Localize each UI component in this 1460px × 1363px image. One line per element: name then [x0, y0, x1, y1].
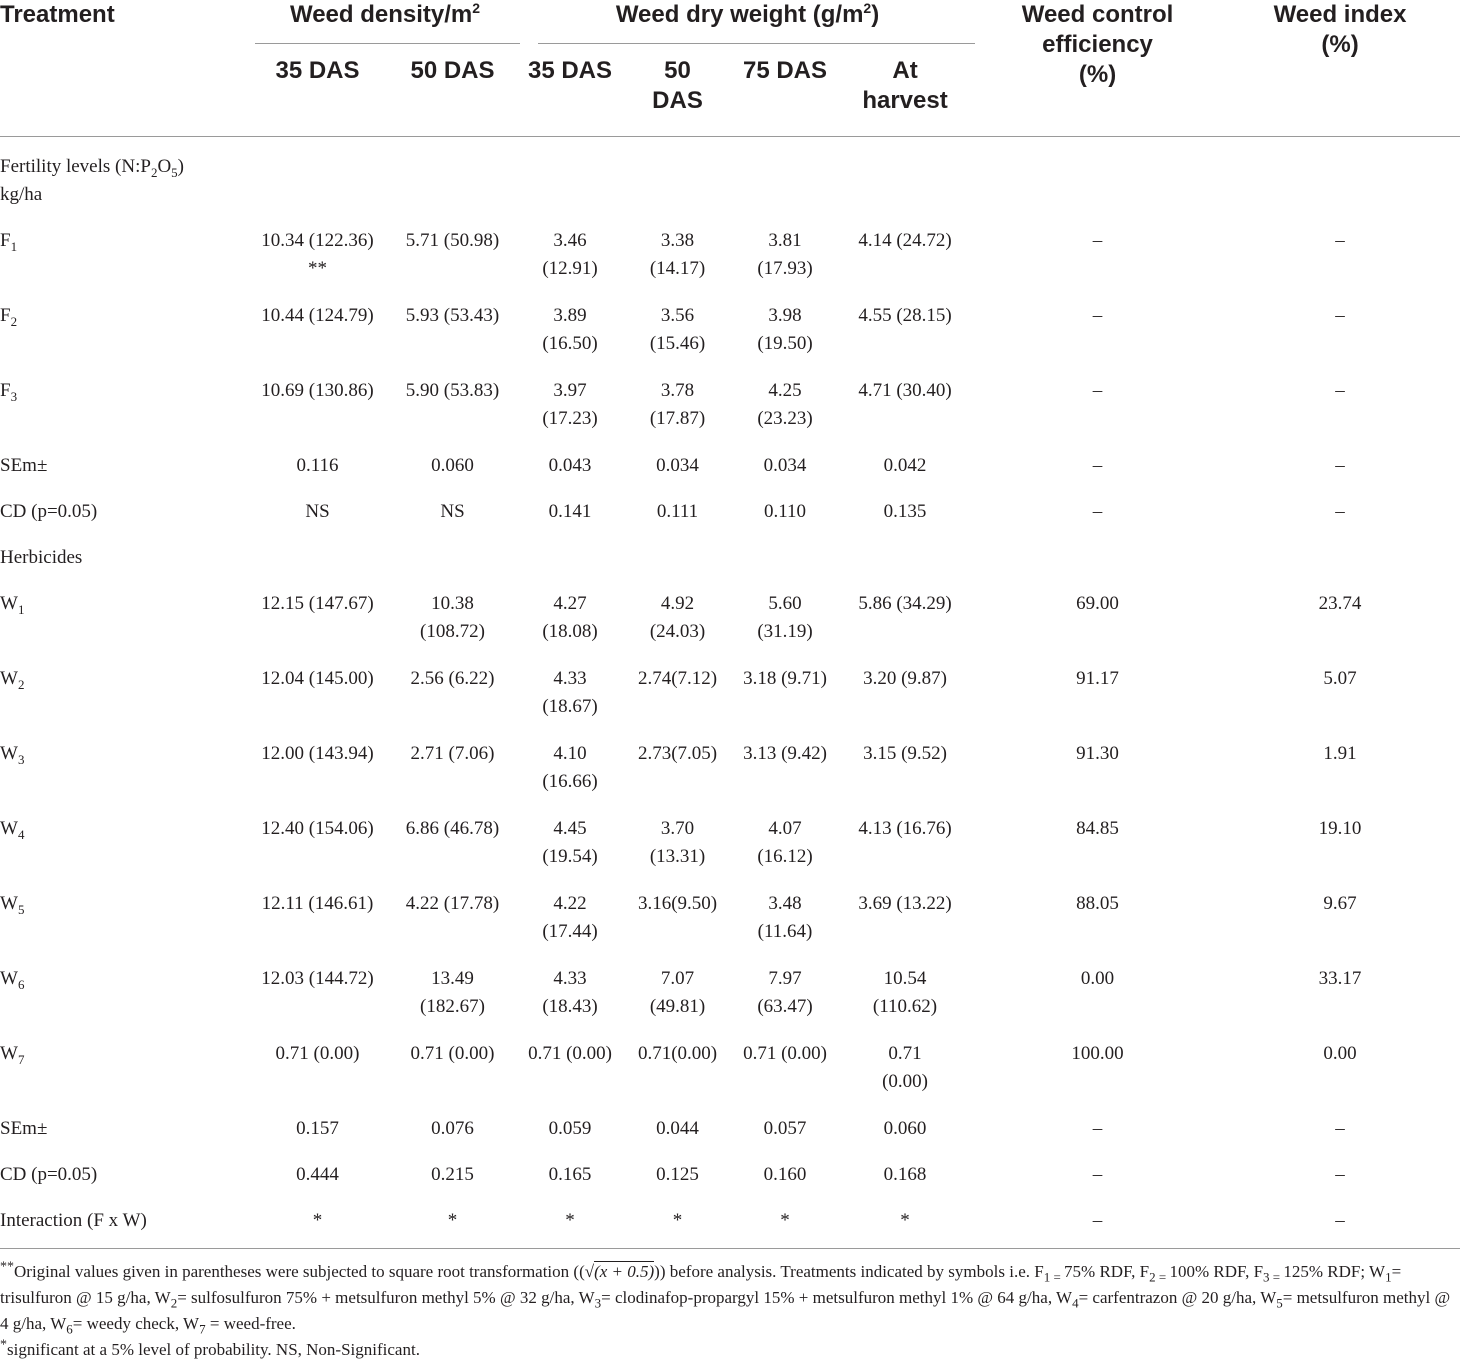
- cell-weed-index: –: [1335, 1164, 1345, 1185]
- row-label: CD (p=0.05): [0, 1164, 98, 1185]
- header-weed-control-efficiency: Weed control efficiency (%): [1021, 1, 1174, 88]
- table-row: [0, 881, 1460, 956]
- cell-dryweight-35: 4.33 (18.67): [542, 668, 598, 717]
- cell-dryweight-75: *: [780, 1210, 790, 1231]
- footnote-transformation: **Original values given in parentheses were subjected to square root transformation ((√(x + 0.5))) before analysis. Treatments indicated by symbols i.e. $F_1$ $_=$ 75% RDF, $F_2$ $_=$ 100% RDF, $F_3$ $_=$ 125% RDF; $W_1=$ trisulfuron @ 15 g/ha, $W_2=$ sulfosulfuron 75% + metsulfuron methyl 5% @ 32 g/ha, $W_3=$ clodinafop-propargyl 15% + metsulfuron methyl 1% @ 64 g/ha, $W_4=$ carfentrazon @ 20 g/ha, $W_5=$ metsulfuron methyl @ 4 g/ha, $W_6=$ weedy check, $W_7$ = weed-free.: [0, 1259, 1451, 1337]
- cell-density-50: NS: [440, 501, 465, 522]
- header-weed-dry-weight: Weed dry weight $(g/m^2)$: [520, 0, 975, 44]
- row-label: $W_5$: [0, 893, 25, 917]
- row-label: SEm±: [0, 455, 48, 476]
- subheader-dryweight-75: 75 DAS: [742, 57, 828, 84]
- table-row: [0, 1152, 1460, 1198]
- header-weed-density: Weed density/$m^2$: [250, 0, 520, 44]
- cell-dryweight-harvest: 0.135: [883, 501, 927, 522]
- cell-dryweight-75: 0.034: [763, 455, 807, 476]
- row-label: $W_2$: [0, 668, 25, 692]
- subheader-density-50: 50 DAS: [410, 57, 495, 84]
- cell-dryweight-harvest: 4.13 (16.76): [858, 818, 952, 839]
- cell-density-35: 12.11 (146.61): [261, 893, 374, 914]
- footnote-significance: *significant at a 5% level of probability. NS, Non-Significant.: [0, 1337, 420, 1359]
- cell-dryweight-75: 3.18 (9.71): [743, 668, 827, 689]
- cell-dryweight-35: 0.141: [548, 501, 592, 522]
- cell-dryweight-harvest: 3.20 (9.87): [863, 668, 947, 689]
- cell-dryweight-50: 0.71(0.00): [637, 1043, 718, 1064]
- cell-weed-index: –: [1335, 455, 1345, 476]
- cell-dryweight-50: *: [672, 1210, 683, 1231]
- cell-dryweight-50: 2.74(7.12): [637, 668, 718, 689]
- cell-density-35: *: [312, 1210, 323, 1231]
- cell-weed-index: 33.17: [1318, 968, 1362, 989]
- cell-dryweight-35: 3.97 (17.23): [542, 380, 598, 429]
- subheader-dryweight-50: 50 DAS: [652, 57, 703, 114]
- table-row: [0, 1106, 1460, 1152]
- cell-density-50: 6.86 (46.78): [405, 818, 500, 839]
- row-label: Interaction (F x W): [0, 1210, 147, 1231]
- table-row: [0, 656, 1460, 731]
- cell-wce: 69.00: [1076, 593, 1119, 614]
- cell-wce: –: [1092, 380, 1103, 401]
- cell-dryweight-75: 5.60 (31.19): [757, 593, 813, 642]
- cell-dryweight-harvest: 3.15 (9.52): [863, 743, 947, 764]
- row-label: $F_2$: [0, 305, 18, 329]
- header-weed-index: Weed index (%): [1273, 1, 1407, 58]
- cell-dryweight-75: 0.160: [763, 1164, 807, 1185]
- table-row: [0, 218, 1460, 293]
- cell-dryweight-harvest: *: [900, 1210, 910, 1231]
- cell-dryweight-35: *: [565, 1210, 575, 1231]
- section-fertility-levels: Fertility levels $(N:P_2O_5)$ kg/ha: [0, 156, 184, 205]
- cell-dryweight-75: 0.71 (0.00): [743, 1043, 827, 1064]
- header-treatment: Treatment: [0, 1, 115, 28]
- cell-wce: –: [1092, 1210, 1103, 1231]
- cell-density-35: 0.71 (0.00): [275, 1043, 360, 1064]
- cell-dryweight-75: 3.81 (17.93): [757, 230, 813, 279]
- cell-density-50: 2.56 (6.22): [410, 668, 495, 689]
- cell-dryweight-harvest: 0.168: [883, 1164, 927, 1185]
- cell-dryweight-50: 3.78 (17.87): [649, 380, 706, 429]
- cell-density-35: 0.444: [296, 1164, 339, 1185]
- cell-dryweight-35: 3.89 (16.50): [542, 305, 598, 354]
- table-row: [0, 1198, 1460, 1244]
- cell-density-50: 5.71 (50.98): [405, 230, 500, 251]
- cell-dryweight-35: 4.45 (19.54): [542, 818, 598, 867]
- sqrt-expression: √(x + 0.5): [584, 1262, 655, 1281]
- cell-dryweight-35: 4.33 (18.43): [542, 968, 598, 1017]
- cell-dryweight-35: 4.27 (18.08): [542, 593, 598, 642]
- cell-wce: –: [1092, 230, 1103, 251]
- cell-dryweight-50: 4.92 (24.03): [649, 593, 706, 642]
- row-label: $W_6$: [0, 968, 25, 992]
- cell-wce: –: [1092, 305, 1103, 326]
- cell-dryweight-harvest: 10.54 (110.62): [872, 968, 938, 1017]
- cell-wce: 84.85: [1076, 818, 1119, 839]
- cell-weed-index: 5.07: [1323, 668, 1357, 689]
- cell-wce: 91.17: [1076, 668, 1119, 689]
- cell-weed-index: 9.67: [1323, 893, 1357, 914]
- cell-dryweight-75: 0.110: [763, 501, 807, 522]
- table-body: [0, 137, 1460, 1245]
- cell-dryweight-50: 0.044: [656, 1118, 699, 1139]
- table-row: [0, 956, 1460, 1031]
- cell-wce: 0.00: [1080, 968, 1115, 989]
- cell-density-50: 0.060: [431, 455, 474, 476]
- cell-wce: –: [1092, 1118, 1103, 1139]
- cell-dryweight-35: 4.22 (17.44): [542, 893, 598, 942]
- cell-dryweight-75: 7.97 (63.47): [757, 968, 813, 1017]
- cell-dryweight-35: 0.043: [548, 455, 592, 476]
- cell-weed-index: –: [1335, 305, 1345, 326]
- row-label: $W_1$: [0, 593, 25, 617]
- cell-dryweight-35: 0.059: [548, 1118, 592, 1139]
- cell-density-50: 5.93 (53.43): [405, 305, 500, 326]
- cell-dryweight-35: 4.10 (16.66): [542, 743, 598, 792]
- cell-density-50: *: [447, 1210, 458, 1231]
- cell-dryweight-75: 3.48 (11.64): [757, 893, 813, 942]
- cell-dryweight-harvest: 4.14 (24.72): [858, 230, 952, 251]
- cell-density-35: 0.157: [296, 1118, 339, 1139]
- table-row: [0, 293, 1460, 368]
- cell-density-35: 12.15 (147.67): [261, 593, 374, 614]
- cell-dryweight-50: 0.125: [656, 1164, 699, 1185]
- cell-weed-index: –: [1335, 380, 1345, 401]
- cell-density-35: 10.34 (122.36) **: [261, 230, 374, 279]
- cell-density-35: 10.69 (130.86): [261, 380, 374, 401]
- cell-dryweight-50: 3.38 (14.17): [649, 230, 706, 279]
- row-label: $W_7$: [0, 1043, 25, 1067]
- table-row: [0, 368, 1460, 443]
- row-label: $W_3$: [0, 743, 25, 767]
- cell-density-35: NS: [305, 501, 330, 522]
- cell-dryweight-harvest: 0.060: [883, 1118, 927, 1139]
- row-label: $F_1$: [0, 230, 18, 254]
- row-label: CD (p=0.05): [0, 501, 98, 522]
- cell-dryweight-50: 2.73(7.05): [637, 743, 718, 764]
- subheader-dryweight-harvest: At harvest: [862, 57, 948, 114]
- cell-density-50: 0.71 (0.00): [410, 1043, 495, 1064]
- cell-weed-index: –: [1335, 1118, 1345, 1139]
- cell-dryweight-75: 4.07 (16.12): [757, 818, 813, 867]
- cell-wce: –: [1092, 455, 1103, 476]
- cell-weed-index: 23.74: [1318, 593, 1362, 614]
- cell-dryweight-35: 3.46 (12.91): [542, 230, 598, 279]
- cell-density-50: 5.90 (53.83): [405, 380, 500, 401]
- cell-weed-index: –: [1335, 230, 1345, 251]
- cell-dryweight-50: 3.56 (15.46): [649, 305, 706, 354]
- cell-wce: 88.05: [1076, 893, 1119, 914]
- cell-density-35: 12.03 (144.72): [261, 968, 374, 989]
- table-row: [0, 581, 1460, 656]
- row-label: $W_4$: [0, 818, 25, 842]
- cell-dryweight-75: 0.057: [763, 1118, 807, 1139]
- cell-dryweight-harvest: 4.71 (30.40): [858, 380, 952, 401]
- cell-density-35: 12.40 (154.06): [261, 818, 374, 839]
- cell-dryweight-harvest: 3.69 (13.22): [858, 893, 952, 914]
- table-row: [0, 489, 1460, 535]
- cell-wce: –: [1092, 1164, 1103, 1185]
- table-header: [0, 0, 1460, 137]
- table-row: [0, 806, 1460, 881]
- subheader-density-35: 35 DAS: [275, 57, 360, 84]
- cell-weed-index: –: [1335, 1210, 1345, 1231]
- cell-dryweight-35: 0.71 (0.00): [528, 1043, 612, 1064]
- cell-dryweight-harvest: 0.71 (0.00): [882, 1043, 928, 1092]
- cell-weed-index: –: [1335, 501, 1345, 522]
- cell-dryweight-harvest: 5.86 (34.29): [858, 593, 952, 614]
- cell-dryweight-75: 4.25 (23.23): [757, 380, 813, 429]
- cell-density-35: 12.00 (143.94): [261, 743, 374, 764]
- cell-density-50: 2.71 (7.06): [410, 743, 495, 764]
- cell-dryweight-harvest: 4.55 (28.15): [858, 305, 952, 326]
- cell-density-50: 0.215: [431, 1164, 474, 1185]
- cell-dryweight-50: 3.70 (13.31): [649, 818, 706, 867]
- cell-dryweight-50: 3.16(9.50): [637, 893, 718, 914]
- row-label: SEm±: [0, 1118, 48, 1139]
- cell-wce: –: [1092, 501, 1103, 522]
- cell-density-50: 13.49 (182.67): [420, 968, 485, 1017]
- cell-dryweight-75: 3.13 (9.42): [743, 743, 827, 764]
- subheader-dryweight-35: 35 DAS: [527, 57, 613, 84]
- cell-dryweight-harvest: 0.042: [883, 455, 927, 476]
- table-row: [0, 1031, 1460, 1106]
- cell-weed-index: 0.00: [1323, 1043, 1357, 1064]
- cell-density-50: 10.38 (108.72): [420, 593, 485, 642]
- cell-dryweight-35: 0.165: [548, 1164, 592, 1185]
- cell-density-35: 12.04 (145.00): [261, 668, 374, 689]
- cell-weed-index: 1.91: [1323, 743, 1357, 764]
- cell-wce: 91.30: [1076, 743, 1119, 764]
- cell-dryweight-50: 0.111: [656, 501, 699, 522]
- table-row: [0, 443, 1460, 489]
- table-footnotes: [0, 1248, 1460, 1363]
- cell-dryweight-50: 0.034: [656, 455, 699, 476]
- cell-dryweight-50: 7.07 (49.81): [649, 968, 706, 1017]
- cell-density-35: 0.116: [296, 455, 339, 476]
- cell-density-35: 10.44 (124.79): [261, 305, 374, 326]
- cell-density-50: 4.22 (17.78): [405, 893, 500, 914]
- section-herbicides: Herbicides: [0, 547, 83, 568]
- cell-dryweight-75: 3.98 (19.50): [757, 305, 813, 354]
- cell-weed-index: 19.10: [1318, 818, 1362, 839]
- table-row: [0, 731, 1460, 806]
- cell-density-50: 0.076: [431, 1118, 474, 1139]
- cell-wce: 100.00: [1071, 1043, 1124, 1064]
- row-label: $F_3$: [0, 380, 18, 404]
